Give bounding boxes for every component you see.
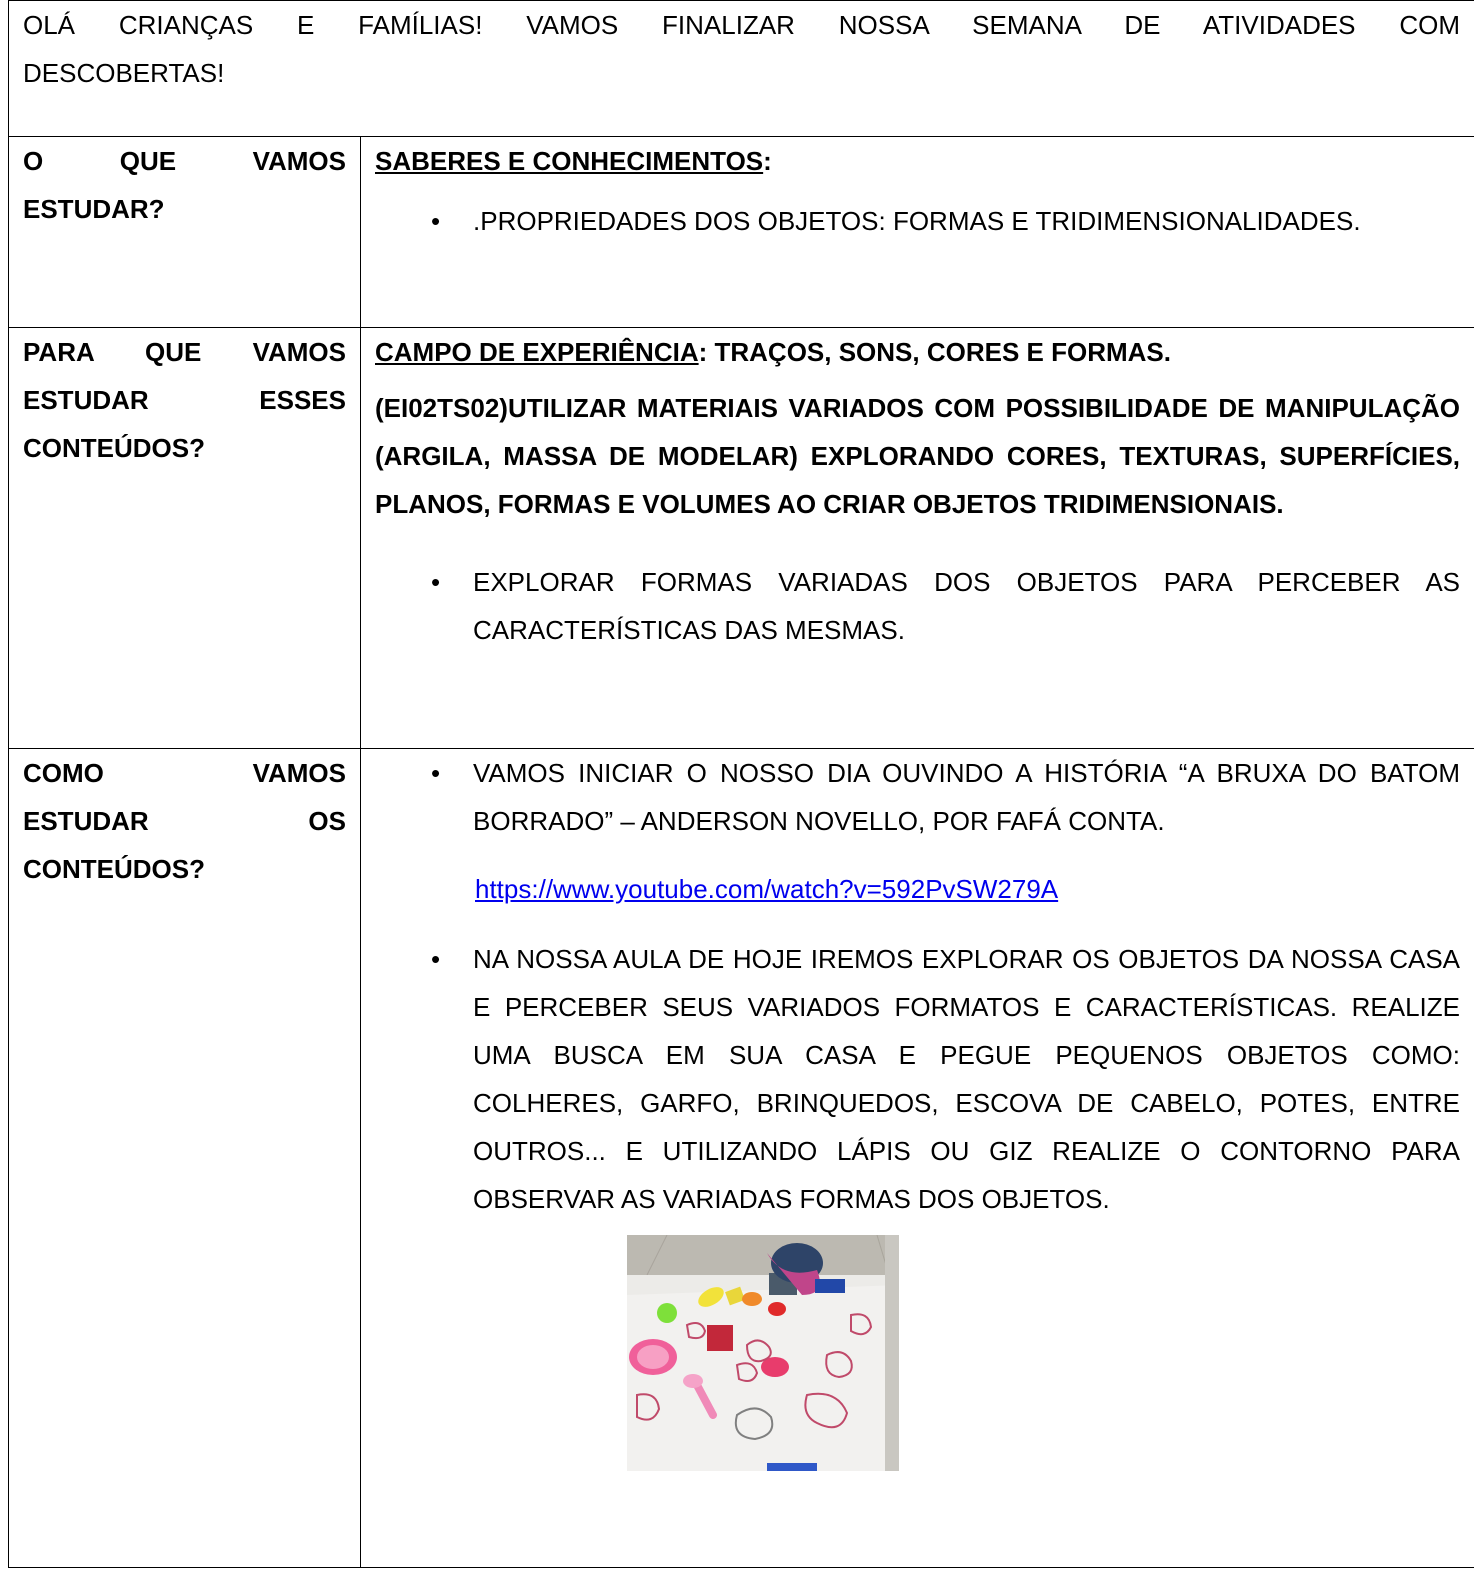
experience-heading: CAMPO DE EXPERIÊNCIA bbox=[375, 337, 699, 367]
row-label-how-line-3: CONTEÚDOS? bbox=[23, 854, 205, 884]
knowledge-item: • .PROPRIEDADES DOS OBJETOS: FORMAS E TRIDIMENSIONALIDADES. bbox=[375, 197, 1460, 245]
lesson-page bbox=[8, 0, 1474, 1595]
row-label-why-line-3: CONTEÚDOS? bbox=[23, 433, 205, 463]
experience-heading-line bbox=[375, 328, 1460, 376]
intro-row bbox=[9, 1, 1474, 137]
objective-list bbox=[375, 558, 1460, 654]
row-label-how-line-1: COMO VAMOS bbox=[23, 758, 346, 788]
objective-text: (EI02TS02)UTILIZAR MATERIAIS VARIADOS COM POSSIBILIDADE DE MANIPULAÇÃO (ARGILA, MASSA DE MODELAR) EXPLORANDO CORES, TEXTURAS, SUPERFÍCIES, PLANOS, FORMAS E VOLUMES AO CRIAR OBJETOS TRIDIMENSIONAIS. bbox=[375, 393, 1461, 519]
knowledge-heading-line bbox=[375, 137, 1460, 185]
objective-item: • EXPLORAR FORMAS VARIADAS DOS OBJETOS PARA PERCEBER AS CARACTERÍSTICAS DAS MESMAS. bbox=[375, 558, 1460, 654]
row-label-why-line-1: PARA QUE VAMOS bbox=[23, 337, 346, 367]
experience-heading-suffix: : TRAÇOS, SONS, CORES E FORMAS. bbox=[698, 337, 1171, 367]
intro-line-1: OLÁ CRIANÇAS E FAMÍLIAS! VAMOS FINALIZAR NOSSA SEMANA DE ATIVIDADES COM bbox=[23, 10, 1461, 40]
row-label-how-line-2: ESTUDAR OS bbox=[23, 806, 346, 836]
lesson-table bbox=[8, 0, 1474, 1568]
intro-cell bbox=[9, 1, 1474, 137]
row-label-what-line-1: O QUE VAMOS bbox=[23, 146, 346, 176]
intro-line-2: DESCOBERTAS! bbox=[23, 58, 225, 88]
row-what-to-study bbox=[9, 137, 1474, 328]
row-content-how bbox=[361, 749, 1474, 1568]
activity-item-story: • VAMOS INICIAR O NOSSO DIA OUVINDO A HISTÓRIA “A BRUXA DO BATOM BORRADO” – ANDERSON NOVELLO, POR FAFÁ CONTA. bbox=[375, 749, 1460, 845]
row-label-why bbox=[9, 328, 361, 749]
row-content-what bbox=[361, 137, 1474, 328]
row-why-study bbox=[9, 328, 1474, 749]
row-label-what bbox=[9, 137, 361, 328]
youtube-link[interactable]: https://www.youtube.com/watch?v=592PvSW279A bbox=[475, 874, 1059, 904]
activity-photo bbox=[627, 1235, 899, 1471]
row-label-why-line-2: ESTUDAR ESSES bbox=[23, 385, 346, 415]
row-how-study bbox=[9, 749, 1474, 1568]
activity-list-2 bbox=[375, 935, 1460, 1223]
knowledge-heading: SABERES E CONHECIMENTOS bbox=[375, 146, 764, 176]
knowledge-list bbox=[375, 197, 1460, 245]
activity-item-explore: • NA NOSSA AULA DE HOJE IREMOS EXPLORAR OS OBJETOS DA NOSSA CASA E PERCEBER SEUS VARIADOS FORMATOS E CARACTERÍSTICAS. REALIZE UMA BUSCA EM SUA CASA E PEGUE PEQUENOS OBJETOS COMO: COLHERES, GARFO, BRINQUEDOS, ESCOVA DE CABELO, POTES, ENTRE OUTROS... E UTILIZANDO LÁPIS OU GIZ REALIZE O CONTORNO PARA OBSERVAR AS VARIADAS FORMAS DOS OBJETOS. bbox=[375, 935, 1460, 1223]
row-content-why bbox=[361, 328, 1474, 749]
knowledge-heading-suffix: : bbox=[763, 146, 772, 176]
activity-list-1 bbox=[375, 749, 1460, 845]
row-label-how bbox=[9, 749, 361, 1568]
row-label-what-line-2: ESTUDAR? bbox=[23, 194, 165, 224]
